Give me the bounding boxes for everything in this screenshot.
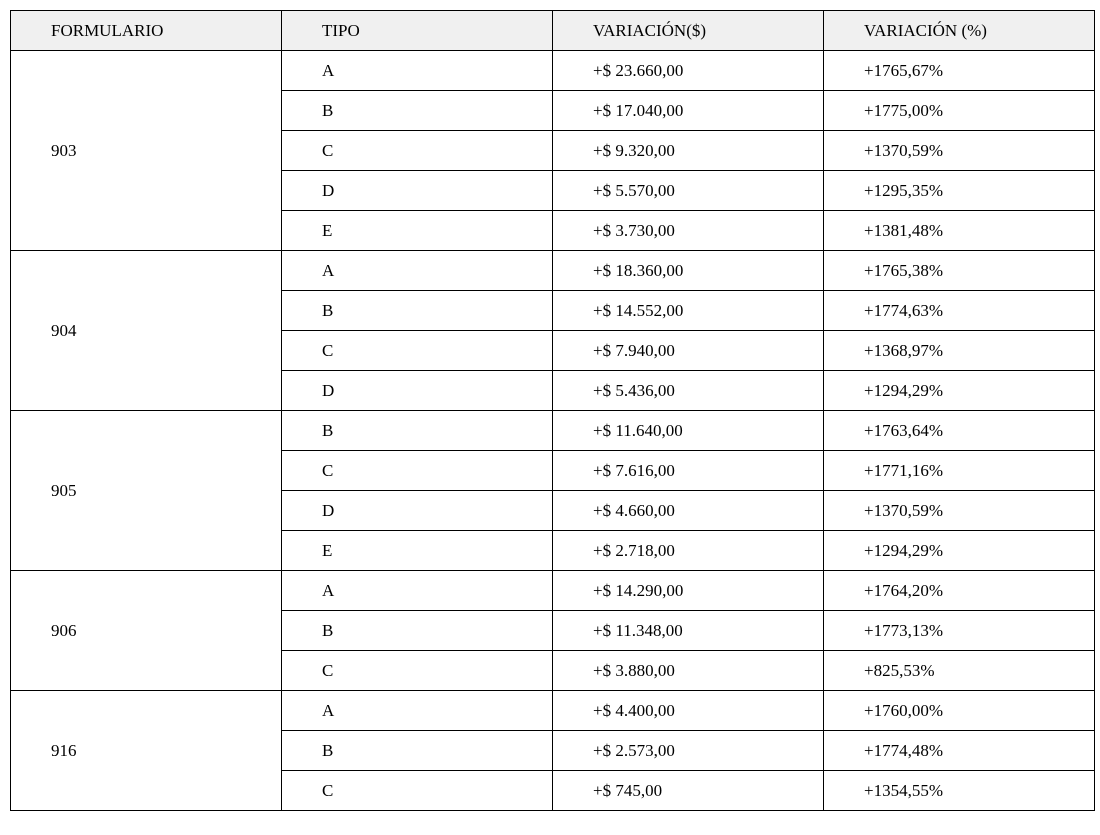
table-row — [11, 691, 1095, 731]
formulario-cell: 905 — [11, 411, 282, 571]
tipo-cell: E — [282, 531, 553, 571]
variacion-porcentaje-cell: +1764,20% — [824, 571, 1095, 611]
variacion-pesos-cell: +$ 4.660,00 — [553, 491, 824, 531]
variacion-porcentaje-cell: +1765,67% — [824, 51, 1095, 91]
header-formulario: FORMULARIO — [11, 11, 282, 51]
variacion-pesos-cell: +$ 7.616,00 — [553, 451, 824, 491]
header-row — [11, 11, 1095, 51]
tipo-cell: C — [282, 131, 553, 171]
variacion-pesos-cell: +$ 23.660,00 — [553, 51, 824, 91]
tipo-cell: C — [282, 651, 553, 691]
tipo-cell: C — [282, 771, 553, 811]
tipo-cell: C — [282, 451, 553, 491]
variacion-porcentaje-cell: +1763,64% — [824, 411, 1095, 451]
variacion-pesos-cell: +$ 9.320,00 — [553, 131, 824, 171]
variation-table — [10, 10, 1095, 811]
variacion-pesos-cell: +$ 14.290,00 — [553, 571, 824, 611]
variacion-pesos-cell: +$ 11.348,00 — [553, 611, 824, 651]
variacion-pesos-cell: +$ 18.360,00 — [553, 251, 824, 291]
formulario-cell: 916 — [11, 691, 282, 811]
variacion-porcentaje-cell: +1774,48% — [824, 731, 1095, 771]
variacion-pesos-cell: +$ 2.573,00 — [553, 731, 824, 771]
variacion-porcentaje-cell: +1294,29% — [824, 531, 1095, 571]
variacion-porcentaje-cell: +1294,29% — [824, 371, 1095, 411]
tipo-cell: E — [282, 211, 553, 251]
tipo-cell: A — [282, 51, 553, 91]
table-row — [11, 51, 1095, 91]
variacion-pesos-cell: +$ 3.880,00 — [553, 651, 824, 691]
variacion-porcentaje-cell: +1774,63% — [824, 291, 1095, 331]
variacion-pesos-cell: +$ 4.400,00 — [553, 691, 824, 731]
variacion-pesos-cell: +$ 5.570,00 — [553, 171, 824, 211]
table-row — [11, 251, 1095, 291]
table-header — [11, 11, 1095, 51]
tipo-cell: D — [282, 371, 553, 411]
formulario-cell: 903 — [11, 51, 282, 251]
variacion-porcentaje-cell: +1381,48% — [824, 211, 1095, 251]
header-tipo: TIPO — [282, 11, 553, 51]
formulario-cell: 906 — [11, 571, 282, 691]
variacion-pesos-cell: +$ 3.730,00 — [553, 211, 824, 251]
table-body — [11, 51, 1095, 811]
tipo-cell: A — [282, 251, 553, 291]
tipo-cell: B — [282, 731, 553, 771]
variacion-pesos-cell: +$ 745,00 — [553, 771, 824, 811]
tipo-cell: B — [282, 611, 553, 651]
variacion-pesos-cell: +$ 14.552,00 — [553, 291, 824, 331]
tipo-cell: B — [282, 411, 553, 451]
variacion-pesos-cell: +$ 11.640,00 — [553, 411, 824, 451]
variacion-pesos-cell: +$ 17.040,00 — [553, 91, 824, 131]
formulario-cell: 904 — [11, 251, 282, 411]
variacion-porcentaje-cell: +1771,16% — [824, 451, 1095, 491]
variacion-pesos-cell: +$ 7.940,00 — [553, 331, 824, 371]
variacion-porcentaje-cell: +1370,59% — [824, 131, 1095, 171]
table-row — [11, 571, 1095, 611]
variacion-porcentaje-cell: +1760,00% — [824, 691, 1095, 731]
variacion-porcentaje-cell: +1368,97% — [824, 331, 1095, 371]
header-variacion-porcentaje: VARIACIÓN (%) — [824, 11, 1095, 51]
variacion-porcentaje-cell: +1775,00% — [824, 91, 1095, 131]
table-row — [11, 411, 1095, 451]
variacion-porcentaje-cell: +1354,55% — [824, 771, 1095, 811]
variacion-porcentaje-cell: +1773,13% — [824, 611, 1095, 651]
variacion-porcentaje-cell: +1370,59% — [824, 491, 1095, 531]
variacion-porcentaje-cell: +1295,35% — [824, 171, 1095, 211]
tipo-cell: A — [282, 691, 553, 731]
tipo-cell: D — [282, 491, 553, 531]
variacion-pesos-cell: +$ 2.718,00 — [553, 531, 824, 571]
variacion-porcentaje-cell: +1765,38% — [824, 251, 1095, 291]
tipo-cell: C — [282, 331, 553, 371]
tipo-cell: A — [282, 571, 553, 611]
variacion-pesos-cell: +$ 5.436,00 — [553, 371, 824, 411]
header-variacion-pesos: VARIACIÓN($) — [553, 11, 824, 51]
tipo-cell: D — [282, 171, 553, 211]
tipo-cell: B — [282, 91, 553, 131]
variacion-porcentaje-cell: +825,53% — [824, 651, 1095, 691]
tipo-cell: B — [282, 291, 553, 331]
